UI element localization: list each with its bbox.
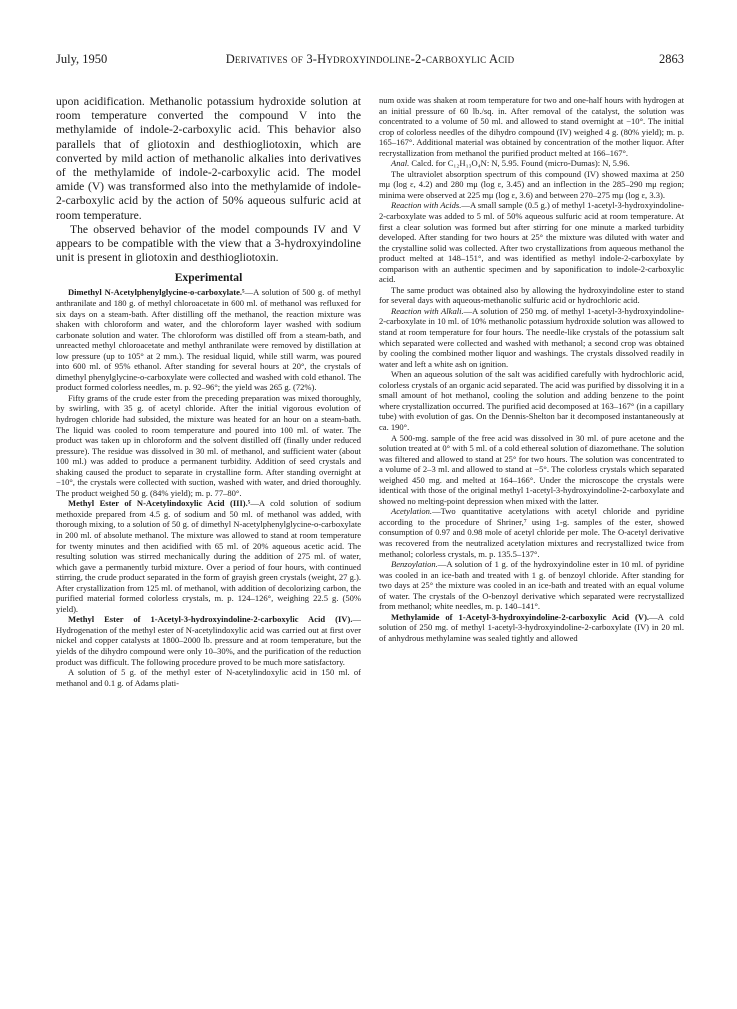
header-title: Derivatives of 3-Hydroxyindoline-2-carboxylic Acid xyxy=(225,52,515,66)
running-header xyxy=(56,52,684,68)
header-date: July, 1950 xyxy=(56,52,108,66)
acidification-paragraph: When an aqueous solution of the salt was acidified carefully with hydrochloric acid, colorless crystals of an organic acid separated. The acid was purified by dissolving it in a small amount of hot methanol, cooling the solution and adding benzene to the point where crystallization occurred. The purified acid decomposed at 163–167° (in a capillary tube) with evolution of gas. On the Dennis-Shelton bar it decomposed instantaneously at ca. 190°. xyxy=(379,369,684,432)
reaction-acids-paragraph xyxy=(379,200,684,284)
intro-paragraph-2: The observed behavior of the model compounds IV and V appears to be compatible with the view that a 3-hydroxyindoline unit is present in gliotoxin and desthiogliotoxin. xyxy=(56,222,361,265)
procedure-title: Methyl Ester of 1-Acetyl-3-hydroxyindoline-2-carboxylic Acid (IV). xyxy=(68,614,353,625)
procedure-body: —A cold solution of 250 mg. of methyl 1-acetyl-3-hydroxyindoline-2-carboxylate (IV) in 20 ml. of anhydrous methylamine was sealed tightly and allowed xyxy=(379,611,684,643)
analysis-body: Calcd. for C₁₂H₁₃O₄N: N, 5.95. Found (micro-Dumas): N, 5.96. xyxy=(411,158,630,169)
procedure-indoxylic-ester xyxy=(56,498,361,614)
left-column xyxy=(56,95,361,985)
procedure-acetylation: Fifty grams of the crude ester from the preceding preparation was mixed thoroughly, by swirling, with 35 g. of acetyl chloride. After the initial vigorous evolution of hydrogen chloride had subsided, the mixture was heated for an hour on a steam-bath. The liquid was cooled to room temperature and poured into 100 ml. of water. The product was taken up in chloroform and the solvent distilled off (finally under reduced pressure). The residue was dissolved in 30 ml. of methanol, and sufficient water (about 100 ml.) was added to produce a permanent turbidity. Addition of seed crystals and shaking caused the product to separate in crystalline form. After standing overnight at −10°, the crystals were collected with suction, washed with water, and dried thoroughly. The product weighed 50 g. (84% yield); m. p. 77–80°. xyxy=(56,392,361,498)
procedure-title: Methylamide of 1-Acetyl-3-hydroxyindoline-2-carboxylic Acid (V). xyxy=(391,611,650,622)
procedure-body: —Hydrogenation of the methyl ester of N-acetylindoxylic acid was carried out at first over nickel and copper catalysts at 1800–2000 lb. pressure and at room temperature, but the yields of the dihydro compound were only 10–30%, and the purification of the reduction product was difficult. The following procedure proved to be much more satisfactory. xyxy=(56,614,361,667)
reaction-acids-label: Reaction with Acids. xyxy=(391,200,462,211)
right-column xyxy=(379,95,684,985)
procedure-hydrogenation: A solution of 5 g. of the methyl ester of N-acetylindoxylic acid in 150 ml. of methanol and 0.1 g. of Adams plati- xyxy=(56,667,361,688)
benzoylation-label: Benzoylation. xyxy=(391,559,438,570)
procedure-title: Dimethyl N-Acetylphenylglycine-o-carboxylate.⁵ xyxy=(68,287,245,298)
reaction-alkali-label: Reaction with Alkali. xyxy=(391,305,464,316)
analysis-label: Anal. xyxy=(391,158,410,169)
reaction-alkali-paragraph xyxy=(379,306,684,369)
procedure-dimethyl-ester xyxy=(56,287,361,392)
procedure-hydroxyindoline-ester xyxy=(56,614,361,667)
benzoylation-body: —A solution of 1 g. of the hydroxyindoline ester in 10 ml. of pyridine was cooled in an ice-bath and treated with 1 g. of benzoyl chloride. After standing for two days at 25° the mixture was cooled in an ice-bath and treated with an equal volume of water. The crystals of the O-benzoyl derivative which separated were recrystallized from methanol; white needles, m. p. 140–141°. xyxy=(379,559,684,612)
diazomethane-paragraph: A 500-mg. sample of the free acid was dissolved in 30 ml. of pure acetone and the solution treated at 0° with 5 ml. of a cold ethereal solution of diazomethane. The solution was filtered and allowed to stand at 25° for two hours. The solution was concentrated to a volume of 2–3 ml. and allowed to stand at −5°. The colorless crystals which separated weighed 450 mg. and melted at 164–166°. Under the microscope the crystals were identical with those of the original methyl 1-acetyl-3-hydroxyindoline-2-carboxylate and showed no melting-point depression when mixed with the latter. xyxy=(379,432,684,506)
reaction-alkali-body: —A solution of 250 mg. of methyl 1-acetyl-3-hydroxyindoline-2-carboxylate in 10 ml. of 10% methanolic potassium hydroxide solution was allowed to stand at room temperature for four hours. The needle-like crystals of the potassium salt which separated were collected and washed with methanol; a second crop was obtained by cooling the combined mother liquor and washings. The crystals dissolved readily in water and left a white ash on ignition. xyxy=(379,305,684,369)
uv-spectrum-paragraph: The ultraviolet absorption spectrum of this compound (IV) showed maxima at 250 mμ (log ε, 4.2) and 280 mμ (log ε, 3.45) and an inflection in the 285–290 mμ region; minima were observed at 225 mμ (log ε, 3.6) and between 270–275 mμ (log ε, 3.3). xyxy=(379,168,684,200)
acetylation-paragraph xyxy=(379,506,684,559)
same-product-paragraph: The same product was obtained also by allowing the hydroxyindoline ester to stand for several days with aqueous-methanolic sulfuric acid or hydrochloric acid. xyxy=(379,284,684,306)
intro-paragraph-1: upon acidification. Methanolic potassium hydroxide solution at room temperature converted the compound V into the methylamide of indole-2-carboxylic acid. This behavior also parallels that of gliotoxin and desthiogliotoxin, which are converted by mild action of methanolic alkalies into derivatives of the methylamide of indole-2-carboxylic acid. The model amide (V) was transformed also into the methylamide of indole-2-carboxylic acid by the action of 50% aqueous sulfuric acid at room temperature. xyxy=(56,95,361,222)
analysis-paragraph xyxy=(379,158,684,169)
paragraph-continuation: num oxide was shaken at room temperature for two and one-half hours with hydrogen at an initial pressure of 60 lb./sq. in. After removal of the catalyst, the solution was concentrated to a volume of 50 ml. and allowed to stand overnight at −10°. The initial crop of colorless needles of the dihydro compound (IV) weighed 4 g. (80% yield); m. p. 165–167°. Additional material was obtained by concentration of the mother liquor. After recrystallization from methanol the purified product melted at 166–167°. xyxy=(379,95,684,158)
acetylation-body: —Two quantitative acetylations with acetyl chloride and pyridine according to the procedure of Shriner,⁷ using 1-g. samples of the ester, showed consumption of 0.97 and 0.98 mole of acetyl chloride per mole. The O-acetyl derivative was recovered from the neutralized acetylation mixtures and recrystallized twice from methanol; colorless crystals, m. p. 135.5–137°. xyxy=(379,506,684,559)
acetylation-label: Acetylation. xyxy=(391,506,433,517)
methylamide-paragraph xyxy=(379,612,684,644)
benzoylation-paragraph xyxy=(379,559,684,612)
reaction-acids-body: —A small sample (0.5 g.) of methyl 1-acetyl-3-hydroxyindoline-2-carboxylate was added to 5 ml. of 50% aqueous sulfuric acid at room temperature. At first a clear solution was formed but after stirring for one minute a marked turbidity developed. After standing for two hours at 25° the mixture was diluted with water and the crystalline solid was collected. After two crystallizations from aqueous methanol the product melted at 148–151°, and was identified as methyl indole-2-carboxylate by comparison with an authentic specimen and by saponification to indole-2-carboxylic acid. xyxy=(379,200,684,285)
procedure-body: —A cold solution of sodium methoxide prepared from 4.5 g. of sodium and 50 ml. of methanol was added, with thorough mixing, to a solution of 50 g. of dimethyl N-acetylphenylglycine-o-carboxylate in 200 ml. of absolute methanol. The mixture was allowed to stand at room temperature for twenty minutes and then acidified with 65 ml. of 20% aqueous acetic acid. The resulting solution was stirred mechanically during the addition of 275 ml. of water, which gave a permanently turbid mixture. Over a period of four hours, with continued stirring, the crude product separated in the form of grayish green crystals (weight, 27 g.). After crystallization from 125 ml. of methanol, with addition of decolorizing carbon, the purified material formed colorless crystals, m. p. 124–126°, weighing 22.5 g. (50% yield). xyxy=(56,498,361,614)
page-number: 2863 xyxy=(659,52,684,66)
section-heading-experimental: Experimental xyxy=(174,271,243,285)
procedure-body: —A solution of 500 g. of methyl anthranilate and 180 g. of methyl chloroacetate in 600 ml. of methanol was refluxed for six days on a steam-bath. After distilling off the methanol, the reaction mixture was shaken with chloroform and water, and the chloroform layer washed with sodium carbonate solution and water. The chloroform was distilled off from a steam-bath, and unreacted methyl chloroacetate and methyl anthranilate were removed by distillation at low pressure (up to 105° at 2 mm.). The residual liquid, while still warm, was poured into 600 ml. of 95% ethanol. After standing for several hours at 20°, the crystals of dimethyl phenylglycine-o-carboxylate were collected and washed with cold ethanol. The product formed colorless needles, m. p. 92–96°; the yield was 265 g. (72%). xyxy=(56,287,361,393)
procedure-title: Methyl Ester of N-Acetylindoxylic Acid (III).⁵ xyxy=(68,498,251,509)
